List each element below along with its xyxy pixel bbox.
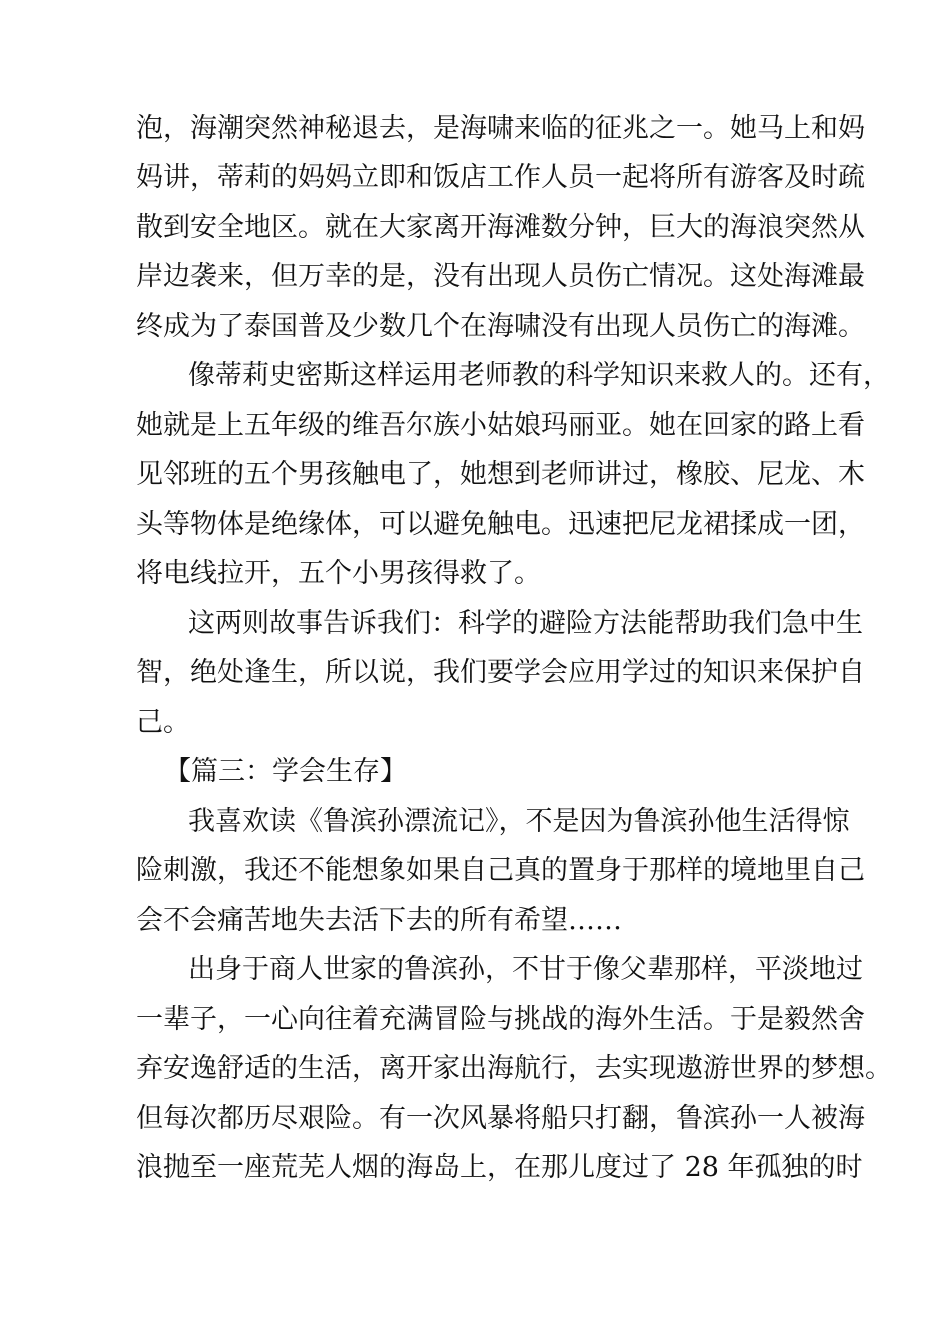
- paragraph-line: 一辈子，一心向往着充满冒险与挑战的海外生活。于是毅然舍: [136, 1004, 865, 1035]
- paragraph-line: 妈讲，蒂莉的妈妈立即和饭店工作人员一起将所有游客及时疏: [136, 162, 865, 193]
- paragraph-line: 终成为了泰国普及少数几个在海啸没有出现人员伤亡的海滩。: [136, 311, 865, 342]
- paragraph-line: 像蒂莉史密斯这样运用老师教的科学知识来救人的。还有，: [188, 360, 890, 391]
- paragraph-line: 但每次都历尽艰险。有一次风暴将船只打翻，鲁滨孙一人被海: [136, 1103, 865, 1134]
- paragraph-line: 浪抛至一座荒芜人烟的海岛上，在那儿度过了 28 年孤独的时: [136, 1152, 863, 1183]
- paragraph-line: 己。: [136, 707, 190, 738]
- paragraph-line: 头等物体是绝缘体，可以避免触电。迅速把尼龙裙揉成一团，: [136, 509, 865, 540]
- paragraph-line: 险刺激，我还不能想象如果自己真的置身于那样的境地里自己: [136, 855, 865, 886]
- paragraph-line: 岸边袭来，但万幸的是，没有出现人员伤亡情况。这处海滩最: [136, 261, 865, 292]
- paragraph-line: 她就是上五年级的维吾尔族小姑娘玛丽亚。她在回家的路上看: [136, 410, 865, 441]
- paragraph-line: 泡，海潮突然神秘退去，是海啸来临的征兆之一。她马上和妈: [136, 113, 865, 144]
- paragraph-line: 会不会痛苦地失去活下去的所有希望……: [136, 905, 622, 936]
- paragraph-line: 弃安逸舒适的生活，离开家出海航行，去实现遨游世界的梦想。: [136, 1053, 892, 1084]
- paragraph-line: 出身于商人世家的鲁滨孙，不甘于像父辈那样，平淡地过: [188, 954, 863, 985]
- paragraph-line: 见邻班的五个男孩触电了，她想到老师讲过，橡胶、尼龙、木: [136, 459, 865, 490]
- paragraph-line: 智，绝处逢生，所以说，我们要学会应用学过的知识来保护自: [136, 657, 865, 688]
- section-heading: 【篇三：学会生存】: [164, 756, 407, 787]
- paragraph-line: 将电线拉开，五个小男孩得救了。: [136, 558, 541, 589]
- paragraph-line: 这两则故事告诉我们：科学的避险方法能帮助我们急中生: [188, 608, 863, 639]
- paragraph-line: 我喜欢读《鲁滨孙漂流记》，不是因为鲁滨孙他生活得惊: [188, 806, 850, 837]
- paragraph-line: 散到安全地区。就在大家离开海滩数分钟，巨大的海浪突然从: [136, 212, 865, 243]
